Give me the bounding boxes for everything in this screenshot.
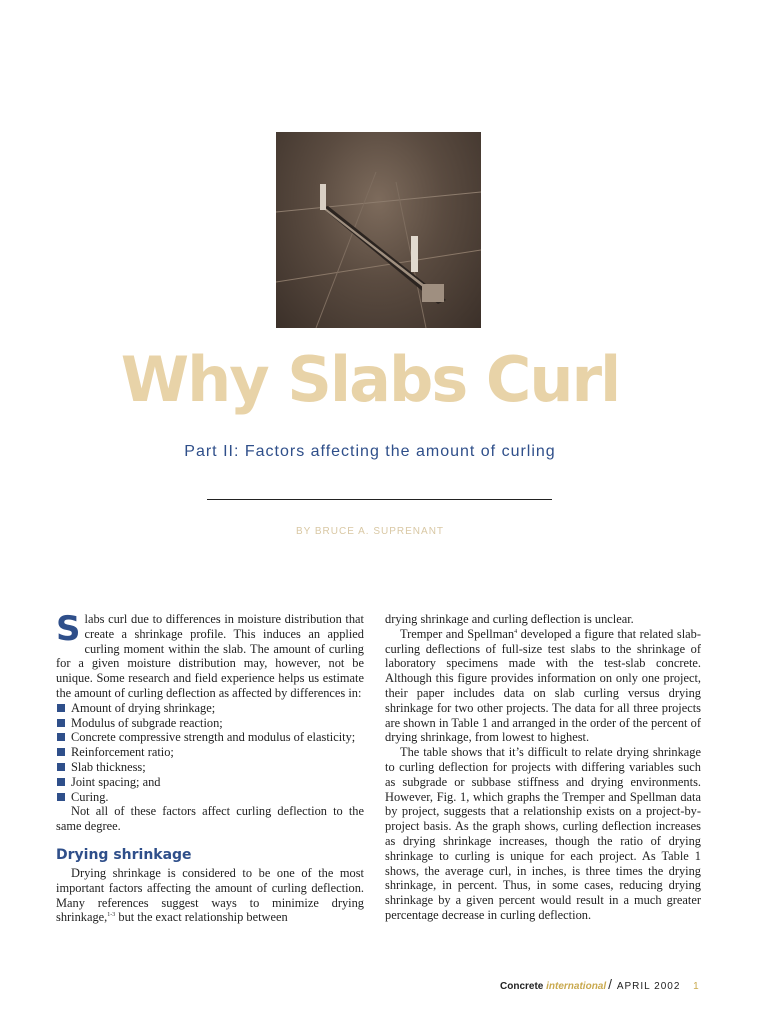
citation-superscript: 1-3 bbox=[107, 912, 116, 919]
bullet-square-icon bbox=[57, 748, 65, 756]
section-heading: Drying shrinkage bbox=[56, 846, 192, 863]
bullet-square-icon bbox=[57, 778, 65, 786]
list-item: Reinforcement ratio; bbox=[56, 745, 364, 760]
article-title: Why Slabs Curl bbox=[120, 343, 620, 416]
list-item: Joint spacing; and bbox=[56, 775, 364, 790]
page-number: 1 bbox=[693, 981, 699, 992]
intro-paragraph bbox=[56, 609, 364, 701]
section-paragraph: Drying shrinkage is considered to be one of the most important factors affecting the amount of curling deflection. Many references suggest ways to minimize drying shrinkage,$^{1-3}$ but the exact relationship between bbox=[56, 865, 364, 925]
list-item: Curing. bbox=[56, 790, 364, 805]
list-item: Slab thickness; bbox=[56, 760, 364, 775]
table-paragraph: The table shows that it’s difficult to relate drying shrinkage to curling deflection for projects with differing variables such as subgrade or subbase stiffness and drying environments. However, Fig. 1, which graphs the Tremper and Spellman data by project, suggests that a relationship exists on a project-by-project basis. As the graph shows, curling deflection increases as drying shrinkage increases, though the ratio of drying shrinkage to curling is unique for each project. As Table 1 shows, the average curl, in inches, is three times the drying shrinkage, in percent. Thus, in some cases, reducing drying shrinkage by a given percent would result in a much greater percentage decrease in curling deflection. bbox=[385, 745, 701, 922]
magazine-name-suffix: international bbox=[546, 981, 607, 992]
footer-slash: / bbox=[608, 976, 613, 992]
factor-list bbox=[56, 701, 364, 805]
drop-cap: S bbox=[56, 609, 81, 649]
bullet-square-icon bbox=[57, 793, 65, 801]
article-subtitle: Part II: Factors affecting the amount of curling bbox=[184, 443, 556, 460]
issue-date: APRIL 2002 bbox=[616, 981, 681, 992]
list-item: Modulus of subgrade reaction; bbox=[56, 716, 364, 731]
photo-illustration bbox=[276, 132, 481, 328]
magazine-name: Concrete bbox=[500, 981, 544, 992]
tremper-paragraph: Tremper and Spellman$^4$ developed a figure that related slab-curling deflections of full-size test slabs to the shrinkage of laboratory specimens made with the test-slab concrete. Although this figure provides information on only one project, their paper includes data on slab curling versus drying shrinkage for two other projects. The data for all three projects are shown in Table 1 and arranged in the order of the percent of drying shrinkage, from lowest to highest. bbox=[385, 626, 701, 745]
column-left bbox=[56, 609, 364, 925]
continued-paragraph: drying shrinkage and curling deflection is unclear. bbox=[385, 612, 634, 626]
bullet-square-icon bbox=[57, 719, 65, 727]
intro-text: labs curl due to differences in moisture distribution that create a shrinkage profile. This induces an applied curling moment within the slab. The amount of curling for a given moisture distribution may, however, not be unique. Some research and field experience helps us estimate the amount of curling deflection as affected by differences in: bbox=[56, 612, 364, 700]
after-list-paragraph: Not all of these factors affect curling deflection to the same degree. bbox=[56, 804, 364, 834]
citation-superscript: 4 bbox=[514, 628, 518, 635]
page-footer bbox=[500, 976, 720, 990]
divider-rule bbox=[207, 499, 552, 500]
curling-slab-photo bbox=[276, 132, 481, 328]
column-right bbox=[385, 612, 701, 923]
bullet-square-icon bbox=[57, 733, 65, 741]
bullet-square-icon bbox=[57, 763, 65, 771]
list-item: Concrete compressive strength and modulus of elasticity; bbox=[56, 730, 364, 745]
bullet-square-icon bbox=[57, 704, 65, 712]
author-byline: BY BRUCE A. SUPRENANT bbox=[295, 526, 445, 537]
list-item: Amount of drying shrinkage; bbox=[56, 701, 364, 716]
